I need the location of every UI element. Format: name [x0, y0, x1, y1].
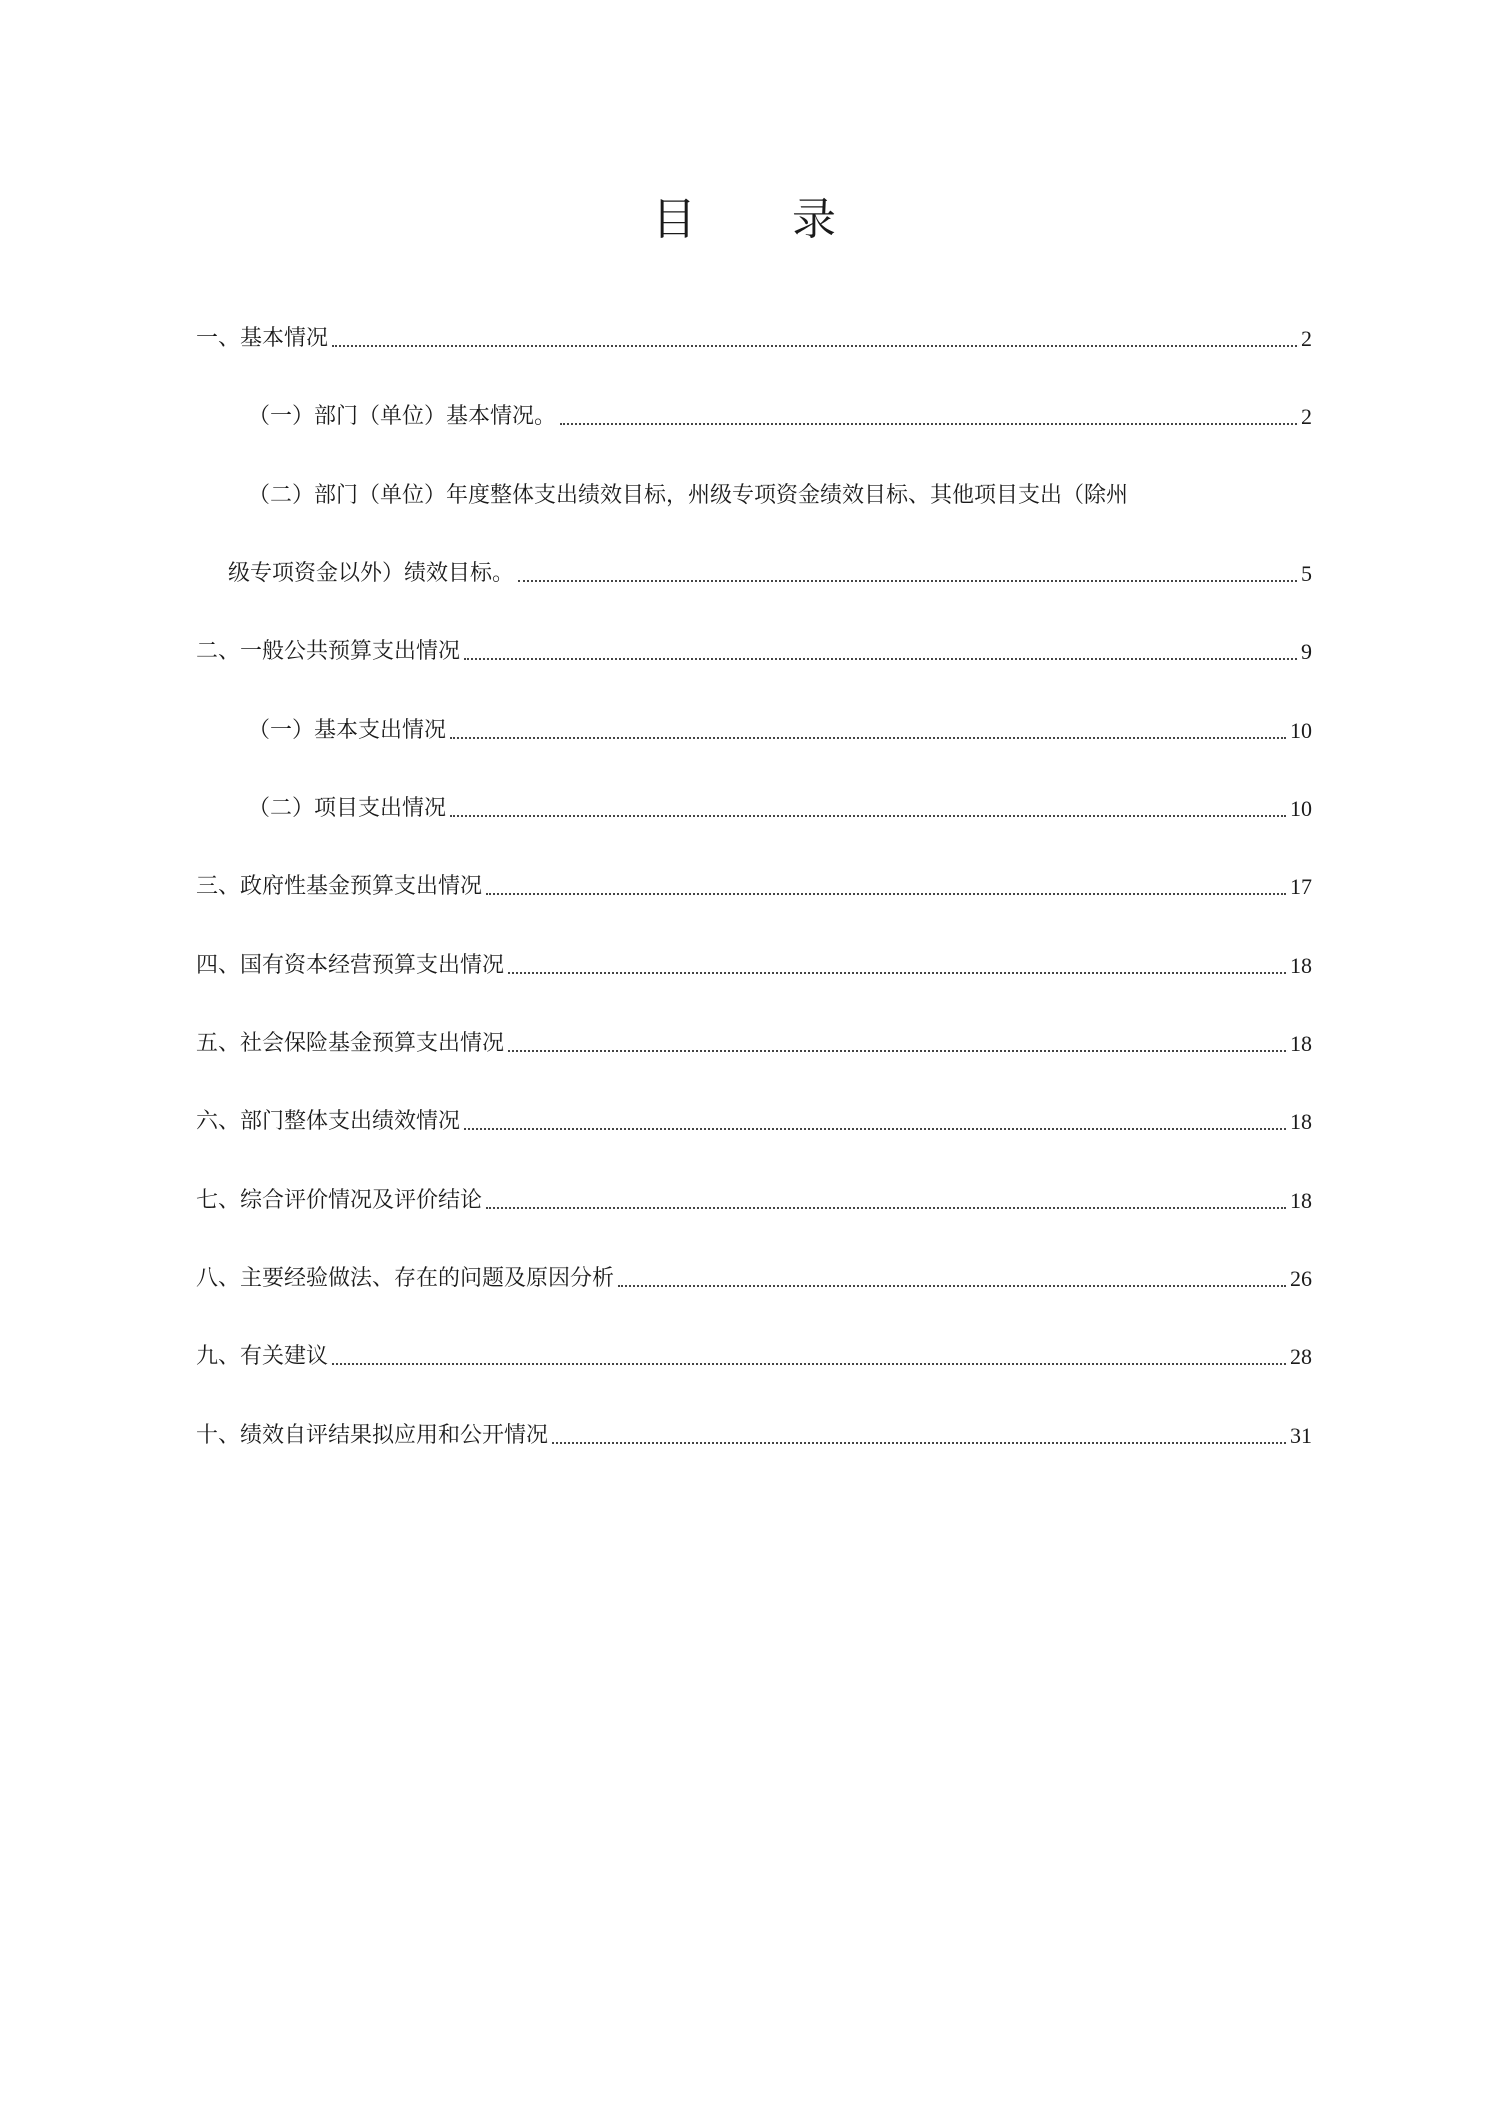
toc-entry-label: 七、综合评价情况及评价结论: [196, 1188, 483, 1213]
toc-leader-dots: [560, 423, 1297, 425]
toc-entry-label: 八、主要经验做法、存在的问题及原因分析: [196, 1266, 615, 1291]
toc-entry-label: 三、政府性基金预算支出情况: [196, 874, 483, 899]
toc-page-number: 9: [1301, 639, 1312, 664]
toc-entry-2[interactable]: [196, 637, 1312, 667]
toc-page-number: 17: [1290, 874, 1312, 899]
toc-leader-dots: [508, 1050, 1286, 1052]
toc-leader-dots: [450, 815, 1286, 817]
toc-entry-4[interactable]: [196, 951, 1312, 981]
toc-leader-dots: [450, 737, 1286, 739]
toc-page-number: 26: [1290, 1266, 1312, 1291]
toc-entry-label: （二）项目支出情况: [248, 796, 447, 821]
toc-page-number: 2: [1301, 404, 1312, 429]
toc-leader-dots: [486, 1207, 1286, 1209]
toc-page-number: 18: [1290, 1031, 1312, 1056]
toc-leader-dots: [486, 893, 1286, 895]
toc-entry-1-2-line1[interactable]: （二）部门（单位）年度整体支出绩效目标，州级专项资金绩效目标、其他项目支出（除州: [248, 483, 1129, 508]
toc-entry-3[interactable]: [196, 872, 1312, 902]
toc-leader-dots: [552, 1442, 1286, 1444]
toc-entry-1-2[interactable]: [228, 559, 1312, 589]
toc-entry-label: （一）部门（单位）基本情况。: [248, 404, 557, 429]
toc-leader-dots: [464, 1128, 1286, 1130]
toc-page-number: 31: [1290, 1423, 1312, 1448]
toc-leader-dots: [332, 1363, 1286, 1365]
toc-entry-1-1[interactable]: [248, 402, 1312, 432]
toc-entry-2-1[interactable]: [248, 716, 1312, 746]
toc-entry-label: 六、部门整体支出绩效情况: [196, 1109, 461, 1134]
toc-leader-dots: [464, 658, 1297, 660]
title-char-1: 目: [652, 194, 696, 245]
toc-entry-label: 四、国有资本经营预算支出情况: [196, 953, 505, 978]
toc-entry-label: 二、一般公共预算支出情况: [196, 639, 461, 664]
toc-page-number: 10: [1290, 718, 1312, 743]
toc-entry-5[interactable]: [196, 1029, 1312, 1059]
toc-entry-1[interactable]: [196, 324, 1312, 354]
toc-entry-label: 十、绩效自评结果拟应用和公开情况: [196, 1423, 549, 1448]
toc-entry-label: 九、有关建议: [196, 1344, 329, 1369]
toc-page-number: 10: [1290, 796, 1312, 821]
title-char-2: 录: [792, 194, 836, 245]
toc-entry-label: 一、基本情况: [196, 326, 329, 351]
toc-entry-9[interactable]: [196, 1342, 1312, 1372]
toc-page-number: 28: [1290, 1344, 1312, 1369]
toc-entry-label: （一）基本支出情况: [248, 718, 447, 743]
toc-leader-dots: [508, 972, 1286, 974]
toc-leader-dots: [618, 1285, 1286, 1287]
toc-entry-label: 级专项资金以外）绩效目标。: [228, 561, 515, 586]
toc-entry-10[interactable]: [196, 1421, 1312, 1451]
page-title: [0, 190, 1488, 250]
toc-page-number: 18: [1290, 1188, 1312, 1213]
toc-page-number: 18: [1290, 1109, 1312, 1134]
toc-entry-8[interactable]: [196, 1264, 1312, 1294]
toc-page-number: 2: [1301, 326, 1312, 351]
toc-entry-6[interactable]: [196, 1107, 1312, 1137]
toc-page-number: 18: [1290, 953, 1312, 978]
toc-entry-label: 五、社会保险基金预算支出情况: [196, 1031, 505, 1056]
toc-leader-dots: [518, 580, 1297, 582]
toc-entry-2-2[interactable]: [248, 794, 1312, 824]
toc-leader-dots: [332, 345, 1297, 347]
toc-page-number: 5: [1301, 561, 1312, 586]
toc-entry-7[interactable]: [196, 1186, 1312, 1216]
